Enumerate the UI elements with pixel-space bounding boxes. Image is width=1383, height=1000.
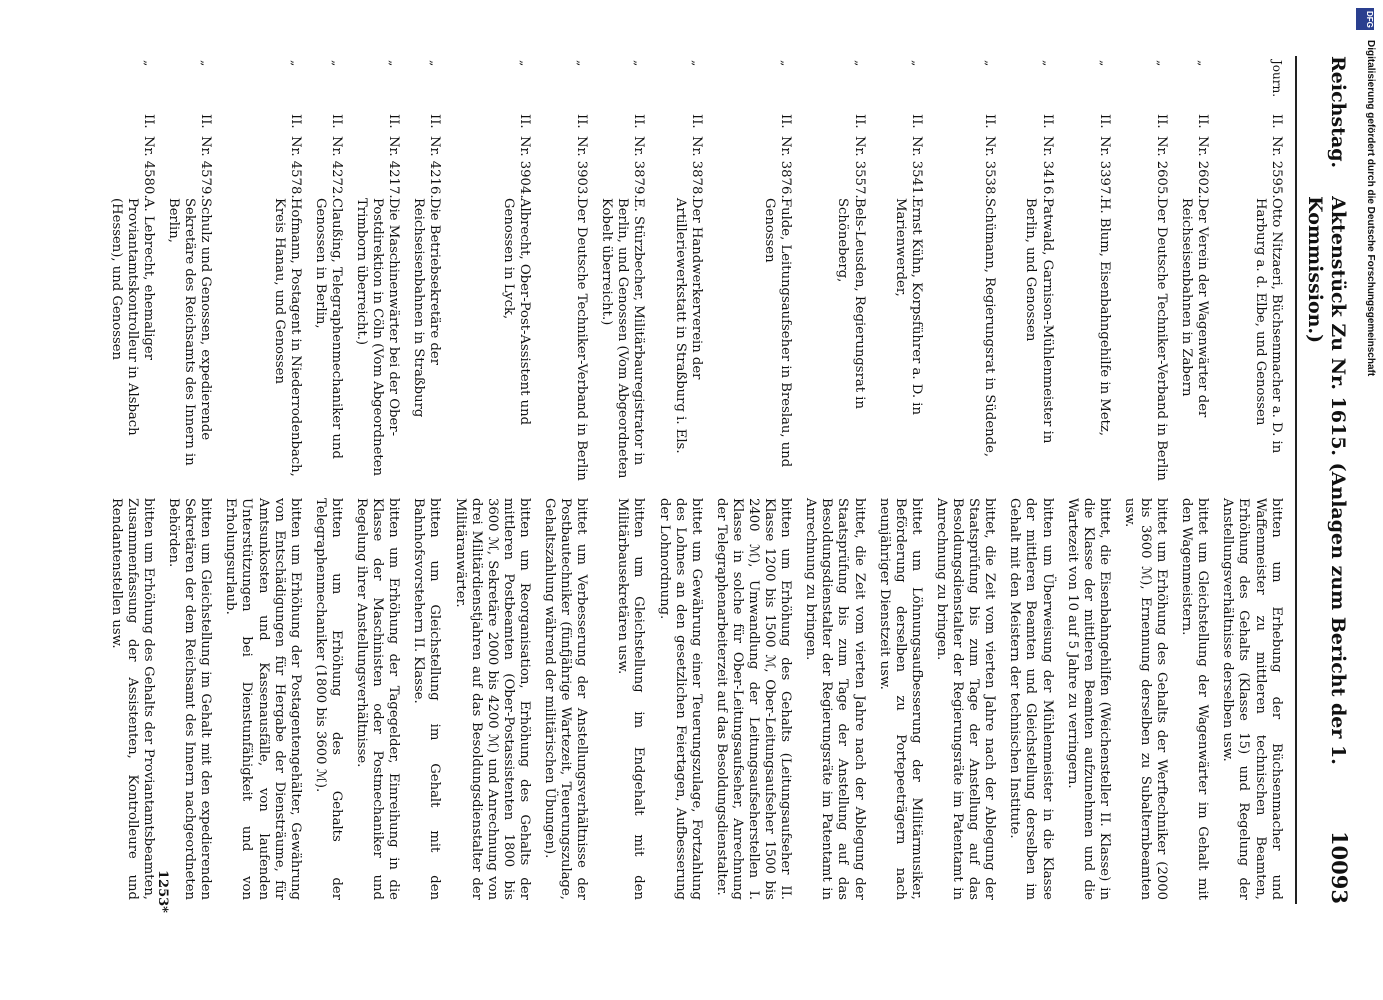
row-part: II. [908,114,924,129]
table-row [1000,56,1057,904]
row-request: bittet, die Zeit vom vierten Jahre nach der Ablegung der Staatsprüfung bis zum Tage der Anstellung auf das Besoldungsdienstalter der Regierungsräte im Patentamt in Anrechnung zu bringen. [933,498,998,900]
table-row [707,56,796,904]
row-prefix: „ [288,60,303,67]
row-petitioner: Die Betriebsekretäre der Reichseisenbahnen in Straßburg [411,198,443,418]
table-row [796,56,869,904]
row-prefix: „ [1196,60,1211,67]
row-request: bittet um Gleichstellung der Wagenwärter im Gehalt mit den Wagenmeistern. [1179,498,1211,900]
row-petitioner: Der Deutsche Techniker-Verband in Berlin [574,198,590,481]
row-number: Nr. 3876. [778,136,794,199]
row-number: Nr. 2605. [1154,136,1170,199]
row-petitioner: Patwald, Garnison-Mühlenmeister in Berlin, und Genossen [1023,198,1055,444]
row-part: II. [386,114,402,129]
row-request: bitten um Erhebung der Büchsenmacher und Waffenmeister zu mittleren technischen Beamten, Erhöhung des Gehalts (Klasse 15) und Regelung der Anstellungsverhältnisse derselben usw. [1220,498,1284,900]
table-row [870,56,927,904]
table-row [649,56,706,904]
row-request: bittet, die Eisenbahngehilfen (Weichensteller II. Klasse) in die Klasse der mittleren Beamten aufzunehmen und die Wartezeit von 10 auf 5 Jahre zu verringern. [1064,498,1112,900]
row-part: II. [631,114,647,129]
row-part: II. [1096,114,1112,129]
row-number: Nr. 4217. [386,136,402,199]
row-request: bittet um Verbesserung der Anstellungsverhältnisse der Postbautechniker (fünfjährige Wartezeit, Teuerungszulage, Gehaltszahlung während der militärischen Übungen). [542,498,590,900]
row-part: II. [778,114,794,129]
row-part: II. [141,114,157,129]
row-part: II. [851,114,867,129]
table-row [102,56,159,904]
row-request: bitten um Gleichstellung im Gehalt mit den Bahnhofsvorstehern II. Klasse. [411,498,443,900]
row-request: bittet um Gewährung einer Teuerungszulage, Fortzahlung des Lohnes an den gesetzlichen Feiertagen, Aufbesserung der Lohnordnung. [656,498,704,900]
row-part: II. [1268,114,1284,129]
row-petitioner: A. Lebrecht, ehemaliger Proviantamtskontrolleur in Alsbach (Hessen), und Genossen [108,198,157,436]
digitization-note: Digitalisierung gefördert durch die Deutsche Forschungsgemeinschaft [1365,40,1376,377]
row-petitioner: Claußing, Telegraphenmechaniker und Genossen in Berlin, [312,198,344,459]
row-petitioner: Die Maschinenwärter bei der Ober-Postdirektion in Cöln (Vom Abgeordneten Trimborn überreicht.) [354,198,402,476]
row-number: Nr. 3903. [574,136,590,199]
row-number: Nr. 3416. [1039,136,1055,199]
row-prefix: „ [1040,60,1055,67]
row-request: bitten um Erhöhung des Gehalts (Leitungsaufseher II. Klasse 1200 bis 1500 ℳ, Ober-Leitungsaufseher 1500 bis 2400 ℳ), Umwandlung der Leitungsaufseherstellen I. Klasse in solche für Ober-Leitungsaufseher, Anrechnung der Telegraphenarbeiterzeit auf das Besoldungsdienstalter. [713,498,794,900]
row-request: bitten um Erhöhung des Gehalts der Proviantamtsbeamten, Zusammenfassung der Assistenten, Kontrolleure und Rendantenstellen usw. [108,498,157,900]
row-petitioner: Der Handwerkerverein der Artilleriewerkstatt in Straßburg i. Els. [672,198,704,454]
row-petitioner: E. Stürzbecher, Militärbauregistrator in Berlin, und Genossen (Vom Abgeordneten Kobelt überreicht.) [599,198,647,479]
row-part: II. [427,114,443,129]
table-row [1115,56,1172,904]
row-prefix: „ [428,60,443,67]
table-row [927,56,1000,904]
table-row [347,56,404,904]
row-petitioner: Schulz und Genossen, expedierende Sekretäre des Reichsamts des Innern in Berlin, [166,198,214,466]
row-part: II. [574,114,590,129]
row-request: bitten um Erhöhung der Postagentengehälter, Gewährung von Entschädigungen für Hergabe der Diensträume, für Amtsunkosten und Kassenausfälle, von laufenden Unterstützungen bei Dienstunfähigkeit und von Erholungsurlaub. [223,498,303,900]
row-part: II. [1195,114,1211,129]
table-row [404,56,445,904]
dfg-logo: DFG [1356,8,1374,30]
row-petitioner: Ernst Kühn, Korpsführer a. D. in Marienwerder, [892,198,924,415]
footer-mark: 1253* [155,870,170,913]
row-prefix: „ [1097,60,1112,67]
row-part: II. [1039,114,1055,129]
row-number: Nr. 3541. [908,136,924,199]
row-part: II. [1154,114,1170,129]
row-number: Nr. 4272. [328,136,344,199]
row-part: II. [982,114,998,129]
table-row [159,56,216,904]
row-number: Nr. 4216. [427,136,443,199]
table-row [1213,56,1286,904]
row-prefix: „ [983,60,998,67]
table-row [216,56,305,904]
row-prefix: „ [632,60,647,67]
row-number: Nr. 3397. [1096,136,1112,199]
row-petitioner: Der Verein der Wagenwärter der Reichseisenbahnen in Zabern [1179,198,1211,418]
row-prefix: „ [1155,60,1170,67]
row-petitioner: Fulde, Leitungsaufseher in Breslau, und Genossen [762,198,794,468]
row-request: bittet, die Zeit vom vierten Jahre nach der Ablegung der Staatsprüfung bis zum Tage der Anstellung auf das Besoldungsdienstalter der Regierungsräte im Patentamt in Anrechnung zu bringen. [803,498,867,900]
row-request: bittet um Löhnungsaufbesserung der Militärmusiker, Beförderung derselben zu Portepeeträgern nach neunjähriger Dienstzeit usw. [876,498,924,900]
row-petitioner: Bels-Leusden, Regierungsrat in Schöneberg, [835,198,867,409]
row-request: bitten um Gleichstellung im Endgehalt mit den Militärbausekretären usw. [615,498,647,900]
row-petitioner: H. Blum, Eisenbahngehilfe in Metz, [1096,198,1112,437]
row-number: Nr. 2595. [1268,136,1284,199]
row-prefix: „ [387,60,402,67]
table-row [1058,56,1115,904]
row-prefix: Journ. [1269,60,1284,98]
table-row [306,56,347,904]
row-prefix: „ [575,60,590,67]
table-row [445,56,534,904]
petition-rows [102,56,1287,904]
row-number: Nr. 2602. [1195,136,1211,199]
row-number: Nr. 4578. [287,136,303,199]
page-header [1295,56,1352,904]
header-title: Reichstag. [1327,56,1349,169]
row-number: Nr. 3904. [516,136,532,199]
row-prefix: „ [909,60,924,67]
row-part: II. [328,114,344,129]
row-prefix: „ [329,60,344,67]
table-row [592,56,649,904]
row-request: bitten um Gleichstellung im Gehalt mit den expedierenden Sekretären der dem Reichsamt des Innern nachgeordneten Behörden. [166,498,214,900]
page-number: 10093 [1327,830,1352,904]
row-request: bitten um Erhöhung des Gehalts der Telegraphenmechaniker (1800 bis 3600 ℳ). [312,498,344,900]
row-part: II. [516,114,532,129]
row-part: II. [198,114,214,129]
row-request: bitten um Reorganisation, Erhöhung des Gehalts der mittleren Postbeamten (Ober-Postassistenten 1800 bis 3600 ℳ, Sekretäre 2000 bis 4200 ℳ) und Anrechnung von drei Militärdienstjahren auf das Besoldungsdienstalter der Militäranwärter. [452,498,532,900]
row-prefix: „ [142,60,157,67]
row-petitioner: Otto Nitzaeri, Büchsenmacher a. D. in Harburg a. d. Elbe, und Genossen [1252,198,1284,454]
table-row [535,56,592,904]
row-prefix: „ [199,60,214,67]
row-petitioner: Hofmann, Postagent in Niederrodenbach, Kreis Hanau, und Genossen [271,198,303,477]
row-petitioner: Der Deutsche Techniker-Verband in Berlin [1154,198,1170,481]
document-page [50,30,1370,930]
row-number: Nr. 3557. [851,136,867,199]
row-request: bitten um Erhöhung der Tagegelder, Einreihung in die Klasse der Maschinisten oder Postmechaniker und Regelung ihrer Anstellungsverhältnisse. [354,498,402,900]
row-request: bittet um Erhöhung des Gehalts der Werftechniker (2000 bis 3600 ℳ), Ernennung derselben zu Subalternbeamten usw. [1121,498,1170,900]
row-request: bitten um Überweisung der Mühlenmeister in die Klasse der mittleren Beamten und Gleichstellung derselben im Gehalt mit den Meistern der technischen Institute. [1007,498,1055,900]
row-number: Nr. 4579. [198,136,214,199]
row-part: II. [287,114,303,129]
row-prefix: „ [779,60,794,67]
row-prefix: „ [852,60,867,67]
header-subtitle: Aktenstück Zu Nr. 1615. (Anlagen zum Bericht der 1. Kommission.) [1303,196,1349,765]
row-prefix: „ [689,60,704,67]
row-number: Nr. 3879. [631,136,647,199]
row-prefix: „ [517,60,532,67]
row-part: II. [688,114,704,129]
row-number: Nr. 4580. [141,136,157,199]
row-petitioner: Albrecht, Ober-Post-Assistent und Genossen in Lyck, [500,198,532,426]
row-petitioner: Schümann, Regierungsrat in Südende, [982,198,998,458]
petition-table [102,56,1287,904]
row-number: Nr. 3878. [688,136,704,199]
row-number: Nr. 3538. [982,136,998,199]
table-row [1172,56,1213,904]
